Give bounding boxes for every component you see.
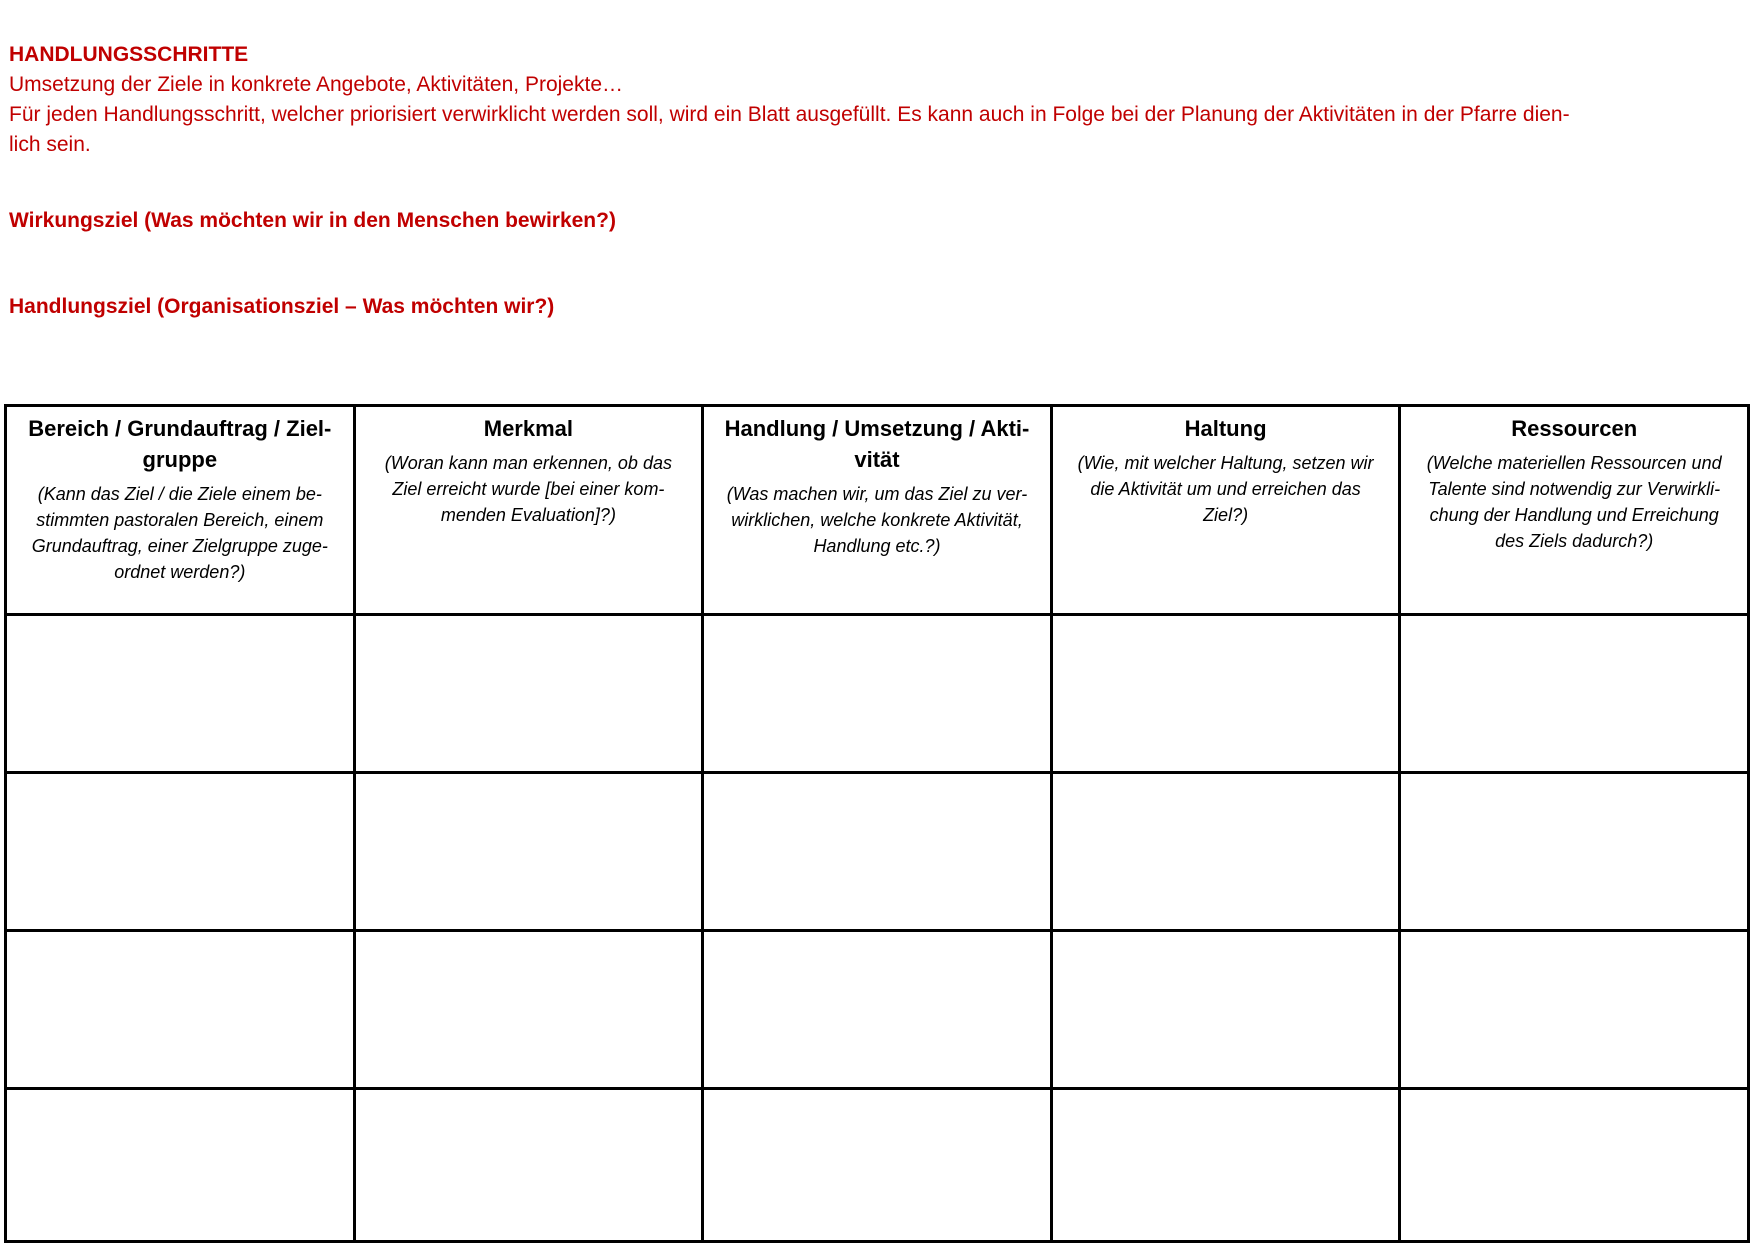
table-header-row: [6, 406, 1749, 615]
column-header-attitude: [1051, 406, 1400, 615]
column-hint: (Woran kann man erkennen, ob das Ziel erreicht wurde [bei einer kom-menden Evaluation]?): [384, 453, 672, 525]
table-cell[interactable]: [354, 615, 703, 773]
table-cell[interactable]: [1400, 1089, 1749, 1242]
column-hint: (Welche materiellen Ressourcen und Talente sind notwendig zur Verwirkli-chung der Handlung und Erreichung des Ziels dadurch?): [1426, 453, 1722, 551]
column-hint: (Kann das Ziel / die Ziele einem be-stimmten pastoralen Bereich, einem Grundauftrag, einer Zielgruppe zuge-ordnet werden?): [31, 484, 328, 582]
column-header-resources: [1400, 406, 1749, 615]
table-cell[interactable]: [354, 1089, 703, 1242]
table-cell[interactable]: [1051, 615, 1400, 773]
table-cell[interactable]: [1400, 931, 1749, 1089]
table-cell[interactable]: [1051, 1089, 1400, 1242]
column-title: Ressourcen: [1511, 416, 1638, 441]
action-steps-table: [4, 404, 1750, 1243]
table-cell[interactable]: [6, 615, 355, 773]
table-cell[interactable]: [703, 615, 1052, 773]
table-row: [6, 931, 1749, 1089]
table-row: [6, 773, 1749, 931]
column-header-area: [6, 406, 355, 615]
table-cell[interactable]: [354, 931, 703, 1089]
table-cell[interactable]: [354, 773, 703, 931]
table-cell[interactable]: [703, 773, 1052, 931]
column-title: Merkmal: [483, 416, 574, 441]
table-cell[interactable]: [6, 773, 355, 931]
column-header-action: [703, 406, 1052, 615]
table-row: [6, 1089, 1749, 1242]
table-cell[interactable]: [1400, 773, 1749, 931]
table-cell[interactable]: [1400, 615, 1749, 773]
page-description-line-2: lich sein.: [9, 133, 91, 156]
column-hint: (Wie, mit welcher Haltung, setzen wir die Aktivität um und erreichen das Ziel?): [1077, 453, 1374, 525]
column-title: Handlung / Umsetzung / Akti-vität: [724, 416, 1030, 472]
page-title: HANDLUNGSSCHRITTE: [9, 43, 249, 66]
table-cell[interactable]: [6, 931, 355, 1089]
page-description-line-1: Für jeden Handlungsschritt, welcher priorisiert verwirklicht werden soll, wird ein Blatt ausgefüllt. Es kann auch in Folge bei der Planung der Aktivitäten in der Pfarre dien-: [9, 103, 1570, 126]
action-goal-label: Handlungsziel (Organisationsziel – Was möchten wir?): [9, 295, 555, 318]
table-cell[interactable]: [703, 1089, 1052, 1242]
intro-section: [9, 40, 1739, 160]
table-cell[interactable]: [703, 931, 1052, 1089]
column-hint: (Was machen wir, um das Ziel zu ver-wirklichen, welche konkrete Aktivität, Handlung etc.?): [726, 484, 1028, 556]
column-title: Bereich / Grundauftrag / Ziel-gruppe: [28, 416, 332, 472]
page-subtitle: Umsetzung der Ziele in konkrete Angebote, Aktivitäten, Projekte…: [9, 73, 623, 96]
table-row: [6, 615, 1749, 773]
table-cell[interactable]: [6, 1089, 355, 1242]
table-cell[interactable]: [1051, 773, 1400, 931]
effect-goal-label: Wirkungsziel (Was möchten wir in den Menschen bewirken?): [9, 209, 616, 232]
column-header-indicator: [354, 406, 703, 615]
table-cell[interactable]: [1051, 931, 1400, 1089]
column-title: Haltung: [1184, 416, 1267, 441]
